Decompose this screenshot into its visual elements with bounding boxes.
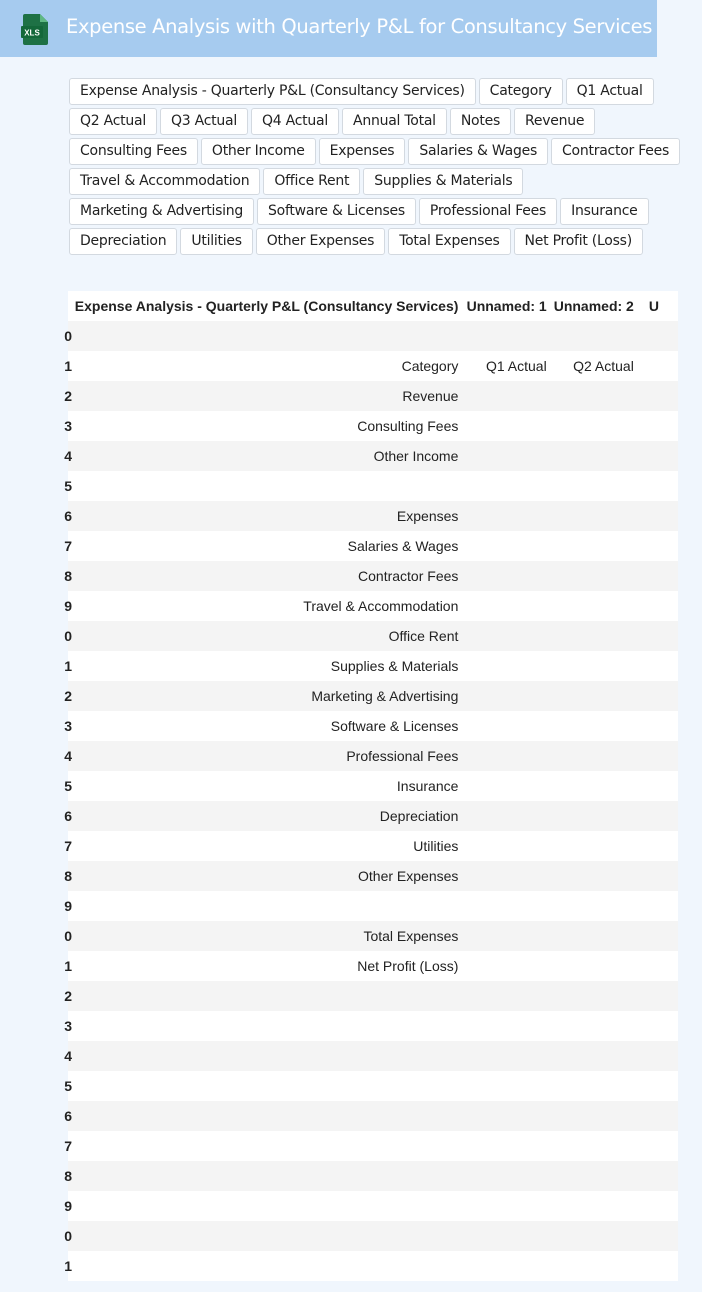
table-cell xyxy=(465,441,553,471)
table-cell xyxy=(465,771,553,801)
table-cell xyxy=(465,1131,553,1161)
table-cell: Depreciation xyxy=(72,801,465,831)
table-cell xyxy=(646,351,678,381)
table-cell xyxy=(554,861,646,891)
table-cell xyxy=(465,321,553,351)
table-cell xyxy=(465,951,553,981)
table-cell xyxy=(646,381,678,411)
table-row xyxy=(68,531,678,561)
table-row xyxy=(68,1191,678,1221)
table-cell xyxy=(72,1131,465,1161)
table-cell xyxy=(72,471,465,501)
table-cell xyxy=(465,651,553,681)
table-cell xyxy=(646,651,678,681)
table-cell xyxy=(465,381,553,411)
table-row xyxy=(68,411,678,441)
table-cell xyxy=(554,411,646,441)
table-cell xyxy=(72,1161,465,1191)
column-filter-chips xyxy=(69,78,702,255)
column-chip[interactable]: Net Profit (Loss) xyxy=(514,228,643,255)
table-cell: Software & Licenses xyxy=(72,711,465,741)
table-row xyxy=(68,801,678,831)
table-cell xyxy=(646,1101,678,1131)
row-index: 6 xyxy=(68,1101,72,1131)
table-cell xyxy=(554,771,646,801)
table-cell xyxy=(646,591,678,621)
table-cell xyxy=(646,741,678,771)
column-header[interactable]: Unnamed: 1 xyxy=(465,291,553,321)
row-index: 0 xyxy=(68,1221,72,1251)
data-table-container[interactable] xyxy=(64,291,678,1281)
data-table xyxy=(64,291,678,1281)
table-cell xyxy=(646,441,678,471)
table-cell xyxy=(554,1101,646,1131)
table-cell xyxy=(465,621,553,651)
table-cell xyxy=(554,801,646,831)
table-cell xyxy=(646,1251,678,1281)
table-row xyxy=(68,711,678,741)
table-cell xyxy=(465,891,553,921)
table-cell xyxy=(465,861,553,891)
column-header[interactable]: Unnamed: 2 xyxy=(554,291,646,321)
row-index: 1 xyxy=(68,651,72,681)
table-cell xyxy=(554,621,646,651)
table-cell xyxy=(646,951,678,981)
table-cell: Revenue xyxy=(72,381,465,411)
table-cell: Contractor Fees xyxy=(72,561,465,591)
column-chip[interactable]: Revenue xyxy=(514,108,595,135)
table-cell xyxy=(465,921,553,951)
row-index: 8 xyxy=(68,1161,72,1191)
table-cell: Other Expenses xyxy=(72,861,465,891)
table-cell xyxy=(554,921,646,951)
table-cell xyxy=(646,531,678,561)
table-cell xyxy=(646,1191,678,1221)
table-cell xyxy=(554,951,646,981)
table-cell xyxy=(465,501,553,531)
table-cell xyxy=(465,1071,553,1101)
column-chip[interactable]: Other Income xyxy=(201,138,316,165)
row-index: 5 xyxy=(68,471,72,501)
column-chip[interactable]: Notes xyxy=(450,108,511,135)
row-index: 2 xyxy=(68,381,72,411)
table-row xyxy=(68,1101,678,1131)
table-row xyxy=(68,1011,678,1041)
table-cell xyxy=(465,831,553,861)
column-chip[interactable]: Marketing & Advertising xyxy=(69,198,254,225)
row-index: 0 xyxy=(68,321,72,351)
table-cell xyxy=(465,681,553,711)
table-cell xyxy=(554,1251,646,1281)
table-row xyxy=(68,351,678,381)
table-cell xyxy=(554,1071,646,1101)
column-chip[interactable]: Expenses xyxy=(319,138,406,165)
row-index: 7 xyxy=(68,831,72,861)
table-cell xyxy=(646,501,678,531)
table-row xyxy=(68,561,678,591)
table-row xyxy=(68,381,678,411)
column-header[interactable]: Expense Analysis - Quarterly P&L (Consultancy Services) xyxy=(72,291,465,321)
table-cell xyxy=(554,1011,646,1041)
table-cell xyxy=(465,711,553,741)
table-cell xyxy=(646,861,678,891)
column-chip[interactable]: Other Expenses xyxy=(256,228,385,255)
column-chip[interactable]: Category xyxy=(479,78,563,105)
table-cell: Total Expenses xyxy=(72,921,465,951)
table-cell xyxy=(554,381,646,411)
table-cell xyxy=(646,1011,678,1041)
table-cell xyxy=(465,741,553,771)
table-row xyxy=(68,651,678,681)
row-index: 9 xyxy=(68,891,72,921)
row-index: 0 xyxy=(68,921,72,951)
table-cell xyxy=(646,831,678,861)
table-cell: Salaries & Wages xyxy=(72,531,465,561)
column-chip[interactable]: Q3 Actual xyxy=(160,108,248,135)
table-row xyxy=(68,831,678,861)
column-chip[interactable]: Annual Total xyxy=(342,108,447,135)
row-index: 6 xyxy=(68,801,72,831)
table-cell xyxy=(554,561,646,591)
table-cell xyxy=(554,1131,646,1161)
table-cell xyxy=(646,801,678,831)
table-cell xyxy=(72,981,465,1011)
table-row xyxy=(68,921,678,951)
table-cell: Other Income xyxy=(72,441,465,471)
row-index: 5 xyxy=(68,1071,72,1101)
row-index: 4 xyxy=(68,741,72,771)
xls-file-icon xyxy=(21,14,49,45)
table-cell xyxy=(554,471,646,501)
table-cell: Marketing & Advertising xyxy=(72,681,465,711)
column-chip[interactable]: Q2 Actual xyxy=(69,108,157,135)
table-cell xyxy=(465,471,553,501)
table-cell xyxy=(646,621,678,651)
table-row xyxy=(68,771,678,801)
table-cell xyxy=(554,681,646,711)
row-index: 8 xyxy=(68,561,72,591)
table-cell: Utilities xyxy=(72,831,465,861)
table-cell xyxy=(646,981,678,1011)
table-cell: Consulting Fees xyxy=(72,411,465,441)
table-cell: Supplies & Materials xyxy=(72,651,465,681)
table-row xyxy=(68,1041,678,1071)
table-cell xyxy=(554,1221,646,1251)
table-cell: Expenses xyxy=(72,501,465,531)
table-cell xyxy=(646,561,678,591)
table-row xyxy=(68,1071,678,1101)
table-row xyxy=(68,1161,678,1191)
table-cell xyxy=(465,801,553,831)
table-cell: Insurance xyxy=(72,771,465,801)
table-cell xyxy=(646,1071,678,1101)
table-cell: Q2 Actual xyxy=(554,351,646,381)
row-index: 4 xyxy=(68,441,72,471)
column-header[interactable]: U xyxy=(646,291,678,321)
table-cell xyxy=(465,531,553,561)
table-cell xyxy=(554,711,646,741)
table-cell xyxy=(465,411,553,441)
column-chip[interactable]: Professional Fees xyxy=(419,198,557,225)
table-cell xyxy=(72,891,465,921)
row-index: 3 xyxy=(68,411,72,441)
column-chip[interactable]: Software & Licenses xyxy=(257,198,416,225)
row-index: 1 xyxy=(68,1251,72,1281)
row-index: 1 xyxy=(68,951,72,981)
column-chip[interactable]: Insurance xyxy=(560,198,648,225)
table-row xyxy=(68,981,678,1011)
table-cell xyxy=(646,411,678,441)
column-chip[interactable]: Q4 Actual xyxy=(251,108,339,135)
column-chip[interactable]: Utilities xyxy=(180,228,252,255)
table-cell xyxy=(72,1251,465,1281)
column-chip[interactable]: Contractor Fees xyxy=(551,138,680,165)
table-cell xyxy=(646,471,678,501)
table-cell: Professional Fees xyxy=(72,741,465,771)
row-index: 6 xyxy=(68,501,72,531)
table-cell xyxy=(72,1011,465,1041)
table-cell xyxy=(465,1191,553,1221)
column-chip[interactable]: Q1 Actual xyxy=(566,78,654,105)
table-cell xyxy=(554,891,646,921)
table-row xyxy=(68,441,678,471)
table-cell xyxy=(72,321,465,351)
table-cell xyxy=(554,441,646,471)
table-cell xyxy=(465,981,553,1011)
table-row xyxy=(68,951,678,981)
table-cell xyxy=(72,1191,465,1221)
table-cell xyxy=(554,651,646,681)
row-index: 2 xyxy=(68,681,72,711)
row-index: 9 xyxy=(68,1191,72,1221)
table-cell: Category xyxy=(72,351,465,381)
table-cell xyxy=(554,831,646,861)
row-index: 1 xyxy=(68,351,72,381)
svg-text:XLS: XLS xyxy=(24,28,40,38)
column-chip[interactable]: Salaries & Wages xyxy=(408,138,548,165)
column-chip[interactable]: Consulting Fees xyxy=(69,138,198,165)
table-cell xyxy=(72,1041,465,1071)
column-chip[interactable]: Travel & Accommodation xyxy=(69,168,260,195)
table-cell xyxy=(554,321,646,351)
table-cell xyxy=(465,1251,553,1281)
table-row xyxy=(68,891,678,921)
table-row xyxy=(68,591,678,621)
row-index: 3 xyxy=(68,1011,72,1041)
table-row xyxy=(68,471,678,501)
table-cell xyxy=(465,1011,553,1041)
table-cell xyxy=(646,1041,678,1071)
column-chip[interactable]: Expense Analysis - Quarterly P&L (Consultancy Services) xyxy=(69,78,476,105)
table-cell xyxy=(554,1041,646,1071)
row-index: 9 xyxy=(68,591,72,621)
row-index: 7 xyxy=(68,1131,72,1161)
table-row xyxy=(68,1251,678,1281)
table-row xyxy=(68,621,678,651)
table-row xyxy=(68,321,678,351)
table-row xyxy=(68,501,678,531)
table-cell xyxy=(646,1161,678,1191)
table-cell xyxy=(465,1161,553,1191)
table-cell xyxy=(646,771,678,801)
column-chip[interactable]: Depreciation xyxy=(69,228,177,255)
table-cell: Travel & Accommodation xyxy=(72,591,465,621)
table-cell xyxy=(646,321,678,351)
table-cell xyxy=(72,1071,465,1101)
row-index: 3 xyxy=(68,711,72,741)
row-index: 5 xyxy=(68,771,72,801)
table-row xyxy=(68,741,678,771)
table-cell xyxy=(554,1161,646,1191)
column-chip[interactable]: Supplies & Materials xyxy=(363,168,523,195)
row-index: 2 xyxy=(68,981,72,1011)
row-index: 4 xyxy=(68,1041,72,1071)
table-cell xyxy=(646,891,678,921)
table-cell xyxy=(554,981,646,1011)
app-header xyxy=(0,0,657,57)
table-cell xyxy=(554,1191,646,1221)
table-row xyxy=(68,861,678,891)
table-cell xyxy=(646,681,678,711)
table-cell xyxy=(465,561,553,591)
row-index: 8 xyxy=(68,861,72,891)
page-title: Expense Analysis with Quarterly P&L for Consultancy Services xyxy=(66,15,653,38)
table-row xyxy=(68,1221,678,1251)
table-cell xyxy=(72,1221,465,1251)
table-header-row xyxy=(68,291,678,321)
row-index: 7 xyxy=(68,531,72,561)
table-cell xyxy=(554,741,646,771)
table-cell xyxy=(646,1221,678,1251)
table-cell xyxy=(646,711,678,741)
table-cell xyxy=(554,501,646,531)
table-cell: Q1 Actual xyxy=(465,351,553,381)
table-cell xyxy=(465,591,553,621)
table-cell xyxy=(465,1221,553,1251)
column-chip[interactable]: Total Expenses xyxy=(388,228,510,255)
table-cell xyxy=(465,1041,553,1071)
table-cell xyxy=(646,1131,678,1161)
table-cell: Net Profit (Loss) xyxy=(72,951,465,981)
table-cell xyxy=(554,531,646,561)
row-index: 0 xyxy=(68,621,72,651)
table-cell xyxy=(554,591,646,621)
table-cell xyxy=(72,1101,465,1131)
table-row xyxy=(68,1131,678,1161)
table-cell: Office Rent xyxy=(72,621,465,651)
column-chip[interactable]: Office Rent xyxy=(263,168,360,195)
table-cell xyxy=(646,921,678,951)
table-cell xyxy=(465,1101,553,1131)
table-row xyxy=(68,681,678,711)
